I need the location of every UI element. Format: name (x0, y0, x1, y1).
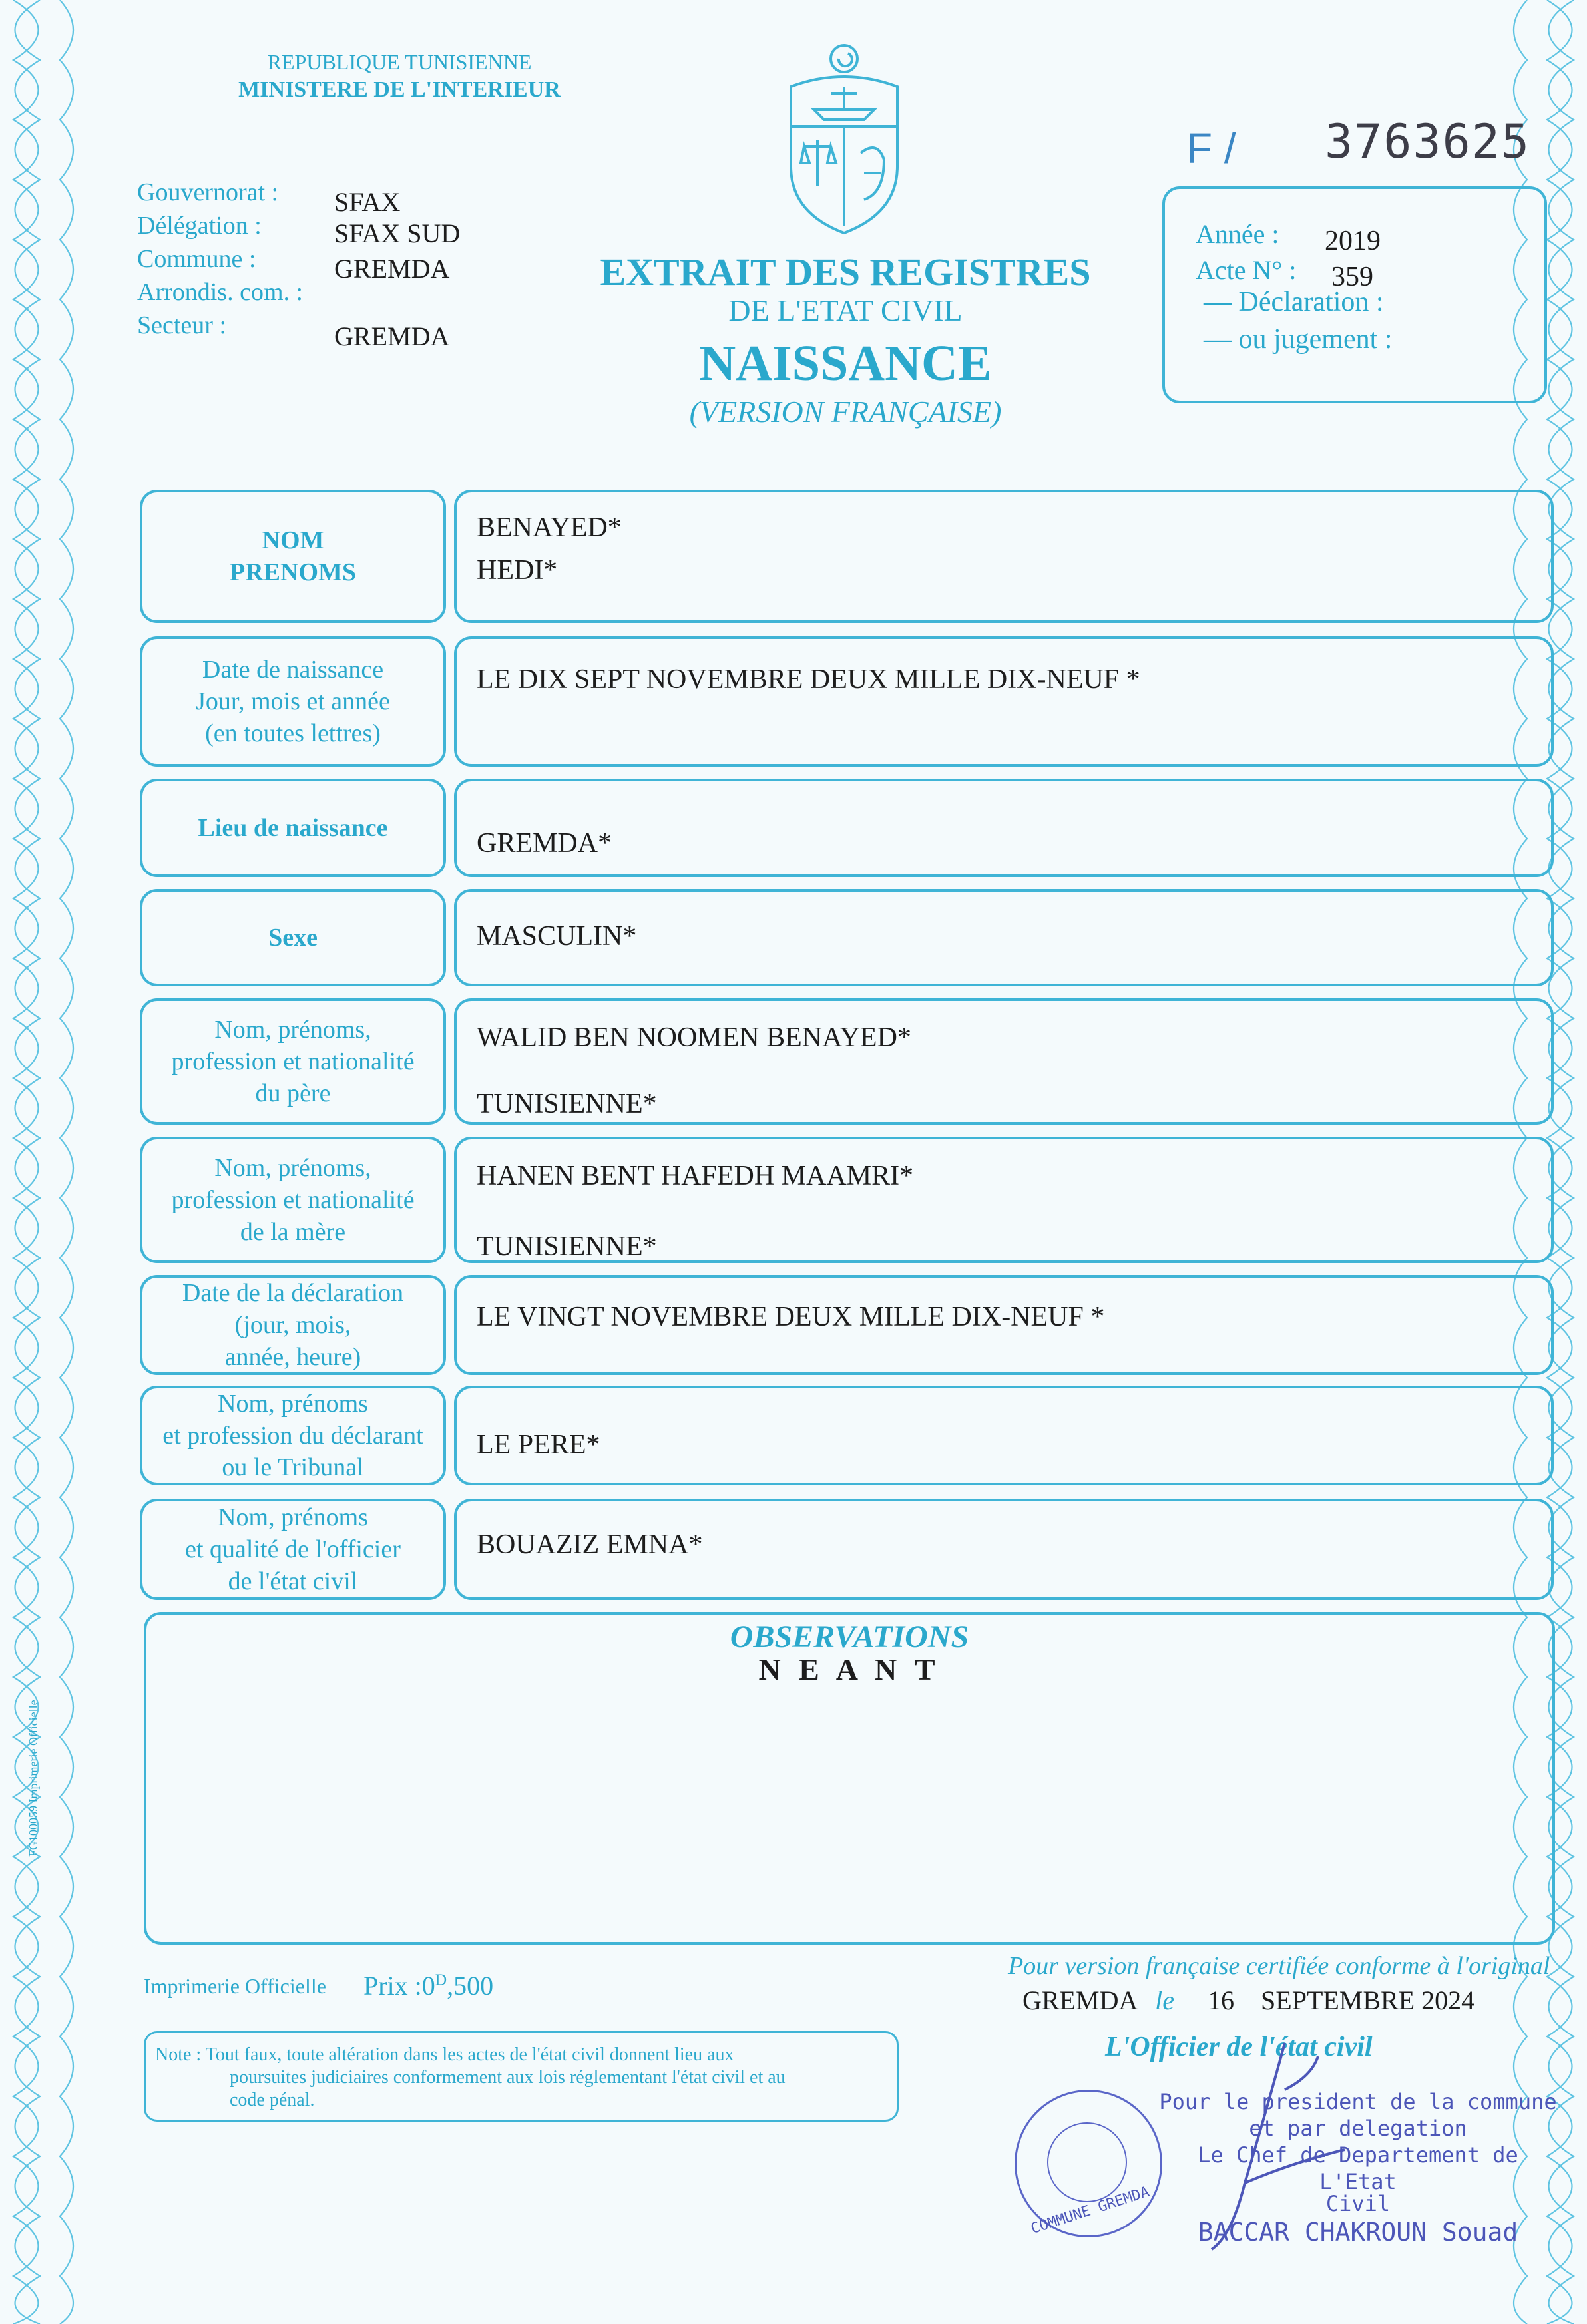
price (363, 1970, 493, 2001)
row-label-box (140, 1499, 446, 1600)
stamp-line1: Pour le president de la commune (1159, 2089, 1557, 2114)
row-label-box (140, 1137, 446, 1263)
row-label-line: et qualité de l'officier (185, 1535, 401, 1563)
side-printer-code: FG100059 Imprimerie Officielle (27, 1700, 40, 1857)
annee-value: 2019 (1325, 226, 1381, 256)
price-sup: D (435, 1971, 447, 1989)
label-delegation: Délégation : (137, 212, 262, 240)
row-label-line: PRENOMS (230, 558, 356, 586)
row-value-box (454, 779, 1554, 877)
row-label-box (140, 636, 446, 767)
row-value-line: TUNISIENNE* (477, 1089, 657, 1119)
legal-note (155, 2044, 894, 2112)
certified-statement: Pour version française certifiée conforme à l'original (1008, 1952, 1550, 1980)
row-value-line: LE DIX SEPT NOVEMBRE DEUX MILLE DIX-NEUF * (477, 664, 1140, 695)
acte-value: 359 (1331, 262, 1373, 292)
row-label-box (140, 490, 446, 623)
row-label-line: et profession du déclarant (162, 1422, 423, 1450)
row-label-line: ou le Tribunal (222, 1453, 364, 1481)
row-label-box (140, 1275, 446, 1375)
label-commune: Commune : (137, 245, 256, 273)
stamp-line5: BACCAR CHAKROUN Souad (1198, 2218, 1518, 2247)
observations-title: OBSERVATIONS (730, 1619, 969, 1654)
title-line1: EXTRAIT DES REGISTRES (600, 250, 1091, 293)
date-month-year: SEPTEMBRE 2024 (1261, 1985, 1475, 2015)
declaration-label: — Déclaration : (1204, 287, 1384, 317)
stamp-line3: Le Chef de Departement de L'Etat (1198, 2142, 1518, 2194)
row-value-line: BOUAZIZ EMNA* (477, 1529, 703, 1560)
row-label-box (140, 1386, 446, 1485)
row-label-line: Date de naissance (202, 656, 384, 683)
republic-name: REPUBLIQUE TUNISIENNE (267, 50, 532, 74)
row-label-box (140, 779, 446, 877)
label-arrondis: Arrondis. com. : (137, 278, 304, 306)
republic-header (200, 48, 599, 104)
row-value-line: GREMDA* (477, 828, 612, 859)
title-version: (VERSION FRANÇAISE) (689, 395, 1002, 429)
ministry-name: MINISTERE DE L'INTERIEUR (238, 77, 561, 102)
value-commune: GREMDA (334, 254, 450, 284)
row-label-line: profession et nationalité (171, 1048, 415, 1075)
officer-title: L'Officier de l'état civil (1105, 2032, 1373, 2062)
row-label-line: Nom, prénoms (218, 1390, 368, 1418)
row-label-line: Date de la déclaration (182, 1279, 404, 1307)
row-label-box (140, 998, 446, 1125)
value-secteur: GREMDA (334, 321, 450, 351)
row-label-line: Lieu de naissance (198, 814, 388, 842)
row-value-line: HEDI* (477, 555, 558, 586)
row-value-line: BENAYED* (477, 512, 622, 543)
stamp-line4: Civil (1325, 2191, 1391, 2216)
stamp-line2: et par delegation (1249, 2116, 1467, 2141)
value-delegation: SFAX SUD (334, 218, 461, 248)
observations-value: N E A N T (758, 1652, 941, 1686)
row-label-line: de l'état civil (228, 1567, 358, 1595)
row-value-line: WALID BEN NOOMEN BENAYED* (477, 1022, 911, 1053)
title-naissance: NAISSANCE (699, 335, 992, 391)
row-label-line: Nom, prénoms (218, 1503, 368, 1531)
coat-of-arms-emblem (778, 40, 911, 240)
stamp-circle-text: COMMUNE GREMDA (1028, 2183, 1152, 2238)
row-value-line: MASCULIN* (477, 921, 637, 952)
acte-label: Acte N° : (1196, 255, 1297, 285)
price-value: ,500 (447, 1971, 494, 2001)
row-value-box (454, 1386, 1554, 1485)
row-value-box (454, 1275, 1554, 1375)
row-value-line: LE VINGT NOVEMBRE DEUX MILLE DIX-NEUF * (477, 1302, 1105, 1332)
row-value-box (454, 636, 1554, 767)
row-value-box (454, 998, 1554, 1125)
printer-name: Imprimerie Officielle (144, 1974, 326, 1998)
legal-note-line1: Note : Tout faux, toute altération dans les actes de l'état civil donnent lieu aux (155, 2044, 734, 2065)
left-guilloche-border (0, 0, 100, 2324)
serial-prefix: F / (1186, 124, 1236, 172)
row-value-line: HANEN BENT HAFEDH MAAMRI* (477, 1161, 914, 1191)
date-place: GREMDA (1022, 1985, 1137, 2015)
annee-label: Année : (1196, 219, 1279, 249)
date-line (1022, 1985, 1474, 2016)
row-value-box (454, 490, 1554, 623)
row-label-line: Nom, prénoms, (214, 1016, 371, 1044)
label-gouvernorat: Gouvernorat : (137, 178, 279, 206)
legal-note-line2: poursuites judiciaires conformement aux lois réglementant l'état civil et au (230, 2067, 786, 2088)
row-label-line: profession et nationalité (171, 1186, 415, 1214)
row-label-line: (jour, mois, (234, 1311, 351, 1339)
row-label-line: Sexe (268, 924, 318, 952)
price-label: Prix :0 (363, 1971, 435, 2001)
row-value-line: LE PERE* (477, 1430, 600, 1460)
row-value-line: TUNISIENNE* (477, 1231, 657, 1262)
date-day: 16 (1208, 1985, 1235, 2015)
row-value-box (454, 1137, 1554, 1263)
value-gouvernorat: SFAX (334, 187, 401, 217)
row-value-box (454, 1499, 1554, 1600)
row-label-line: du père (255, 1079, 331, 1107)
row-label-line: Jour, mois et année (196, 687, 390, 715)
official-stamp-inner (1047, 2122, 1127, 2202)
legal-note-line3: code pénal. (230, 2090, 315, 2110)
serial-number: 3763625 (1325, 114, 1531, 169)
observations-box (144, 1612, 1555, 1945)
officer-signature (1185, 2036, 1398, 2263)
legal-note-box (144, 2031, 899, 2122)
registry-box (1162, 186, 1547, 403)
row-label-box (140, 889, 446, 986)
row-value-box (454, 889, 1554, 986)
jugement-label: — ou jugement : (1204, 324, 1393, 355)
admin-labels (137, 176, 303, 342)
row-label-line: de la mère (240, 1218, 346, 1246)
title-line2: DE L'ETAT CIVIL (728, 293, 963, 327)
row-label-line: Nom, prénoms, (214, 1154, 371, 1182)
label-secteur: Secteur : (137, 311, 227, 339)
row-label-line: NOM (262, 526, 324, 554)
official-stamp-circle (1015, 2090, 1162, 2237)
row-label-line: année, heure) (224, 1343, 361, 1371)
document-title (519, 250, 1172, 429)
row-label-line: (en toutes lettres) (205, 719, 381, 747)
date-le: le (1155, 1985, 1175, 2015)
